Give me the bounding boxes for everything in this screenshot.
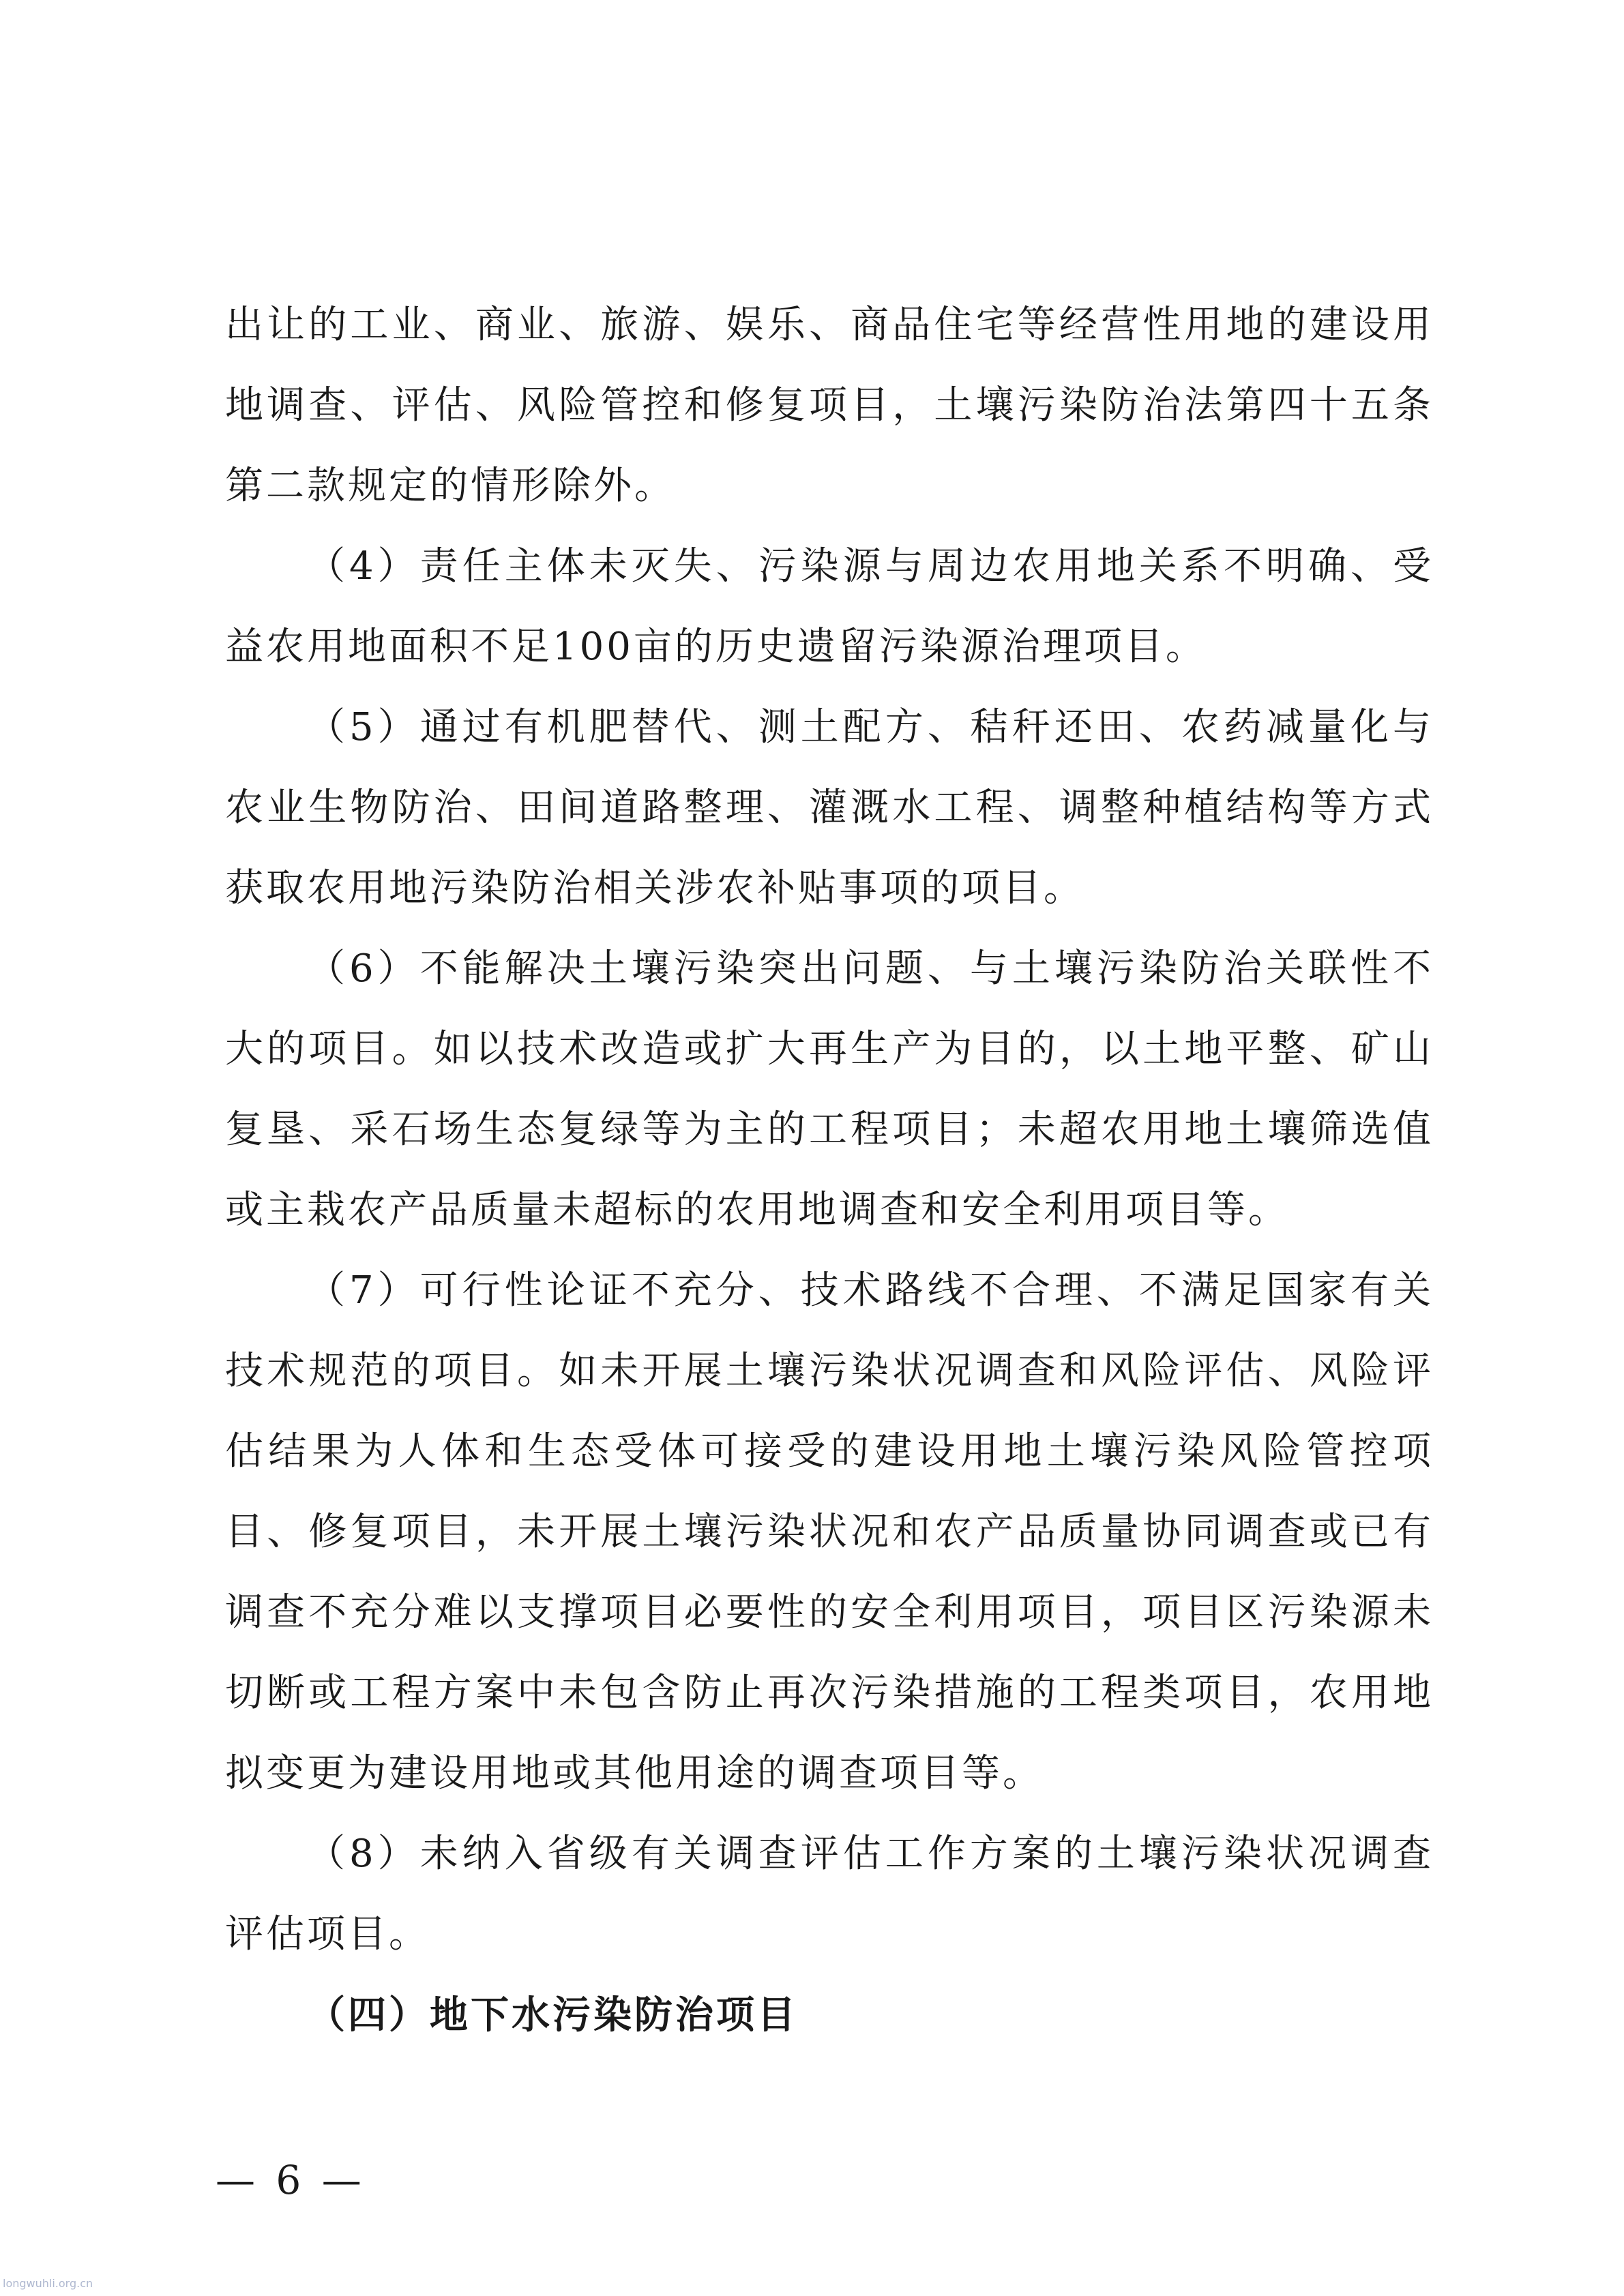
paragraph-item-4: （4）责任主体未灭失、污染源与周边农用地关系不明确、受益农用地面积不足100亩的历史遗留污染源治理项目。 bbox=[225, 544, 1434, 669]
paragraph-item-6: （6）不能解决土壤污染突出问题、与土壤污染防治关联性不大的项目。如以技术改造或扩大再生产为目的，以土地平整、矿山复垦、采石场生态复绿等为主的工程项目；未超农用地土壤筛选值或主栽农产品质量未超标的农用地调查和安全利用项目等。 bbox=[225, 946, 1434, 1232]
paragraph-item-8: （8）未纳入省级有关调查评估工作方案的土壤污染状况调查评估项目。 bbox=[225, 1832, 1434, 1956]
paragraph-item-5: （5）通过有机肥替代、测土配方、秸秆还田、农药减量化与农业生物防治、田间道路整理、灌溉水工程、调整种植结构等方式获取农用地污染防治相关涉农补贴事项的项目。 bbox=[225, 705, 1434, 910]
section-heading: （四）地下水污染防治项目 bbox=[307, 1993, 798, 2038]
document-body bbox=[225, 285, 1434, 2055]
page-number: — 6 — bbox=[216, 2157, 366, 2203]
watermark-text: longwuhli.org.cn bbox=[3, 2277, 93, 2290]
paragraph-continuation: 出让的工业、商业、旅游、娱乐、商品住宅等经营性用地的建设用地调查、评估、风险管控和修复项目，土壤污染防治法第四十五条第二款规定的情形除外。 bbox=[225, 303, 1434, 508]
paragraph-item-7: （7）可行性论证不充分、技术路线不合理、不满足国家有关技术规范的项目。如未开展土壤污染状况调查和风险评估、风险评估结果为人体和生态受体可接受的建设用地土壤污染风险管控项目、修复项目，未开展土壤污染状况和农产品质量协同调查或已有调查不充分难以支撑项目必要性的安全利用项目，项目区污染源未切断或工程方案中未包含防止再次污染措施的工程类项目，农用地拟变更为建设用地或其他用途的调查项目等。 bbox=[225, 1268, 1434, 1795]
